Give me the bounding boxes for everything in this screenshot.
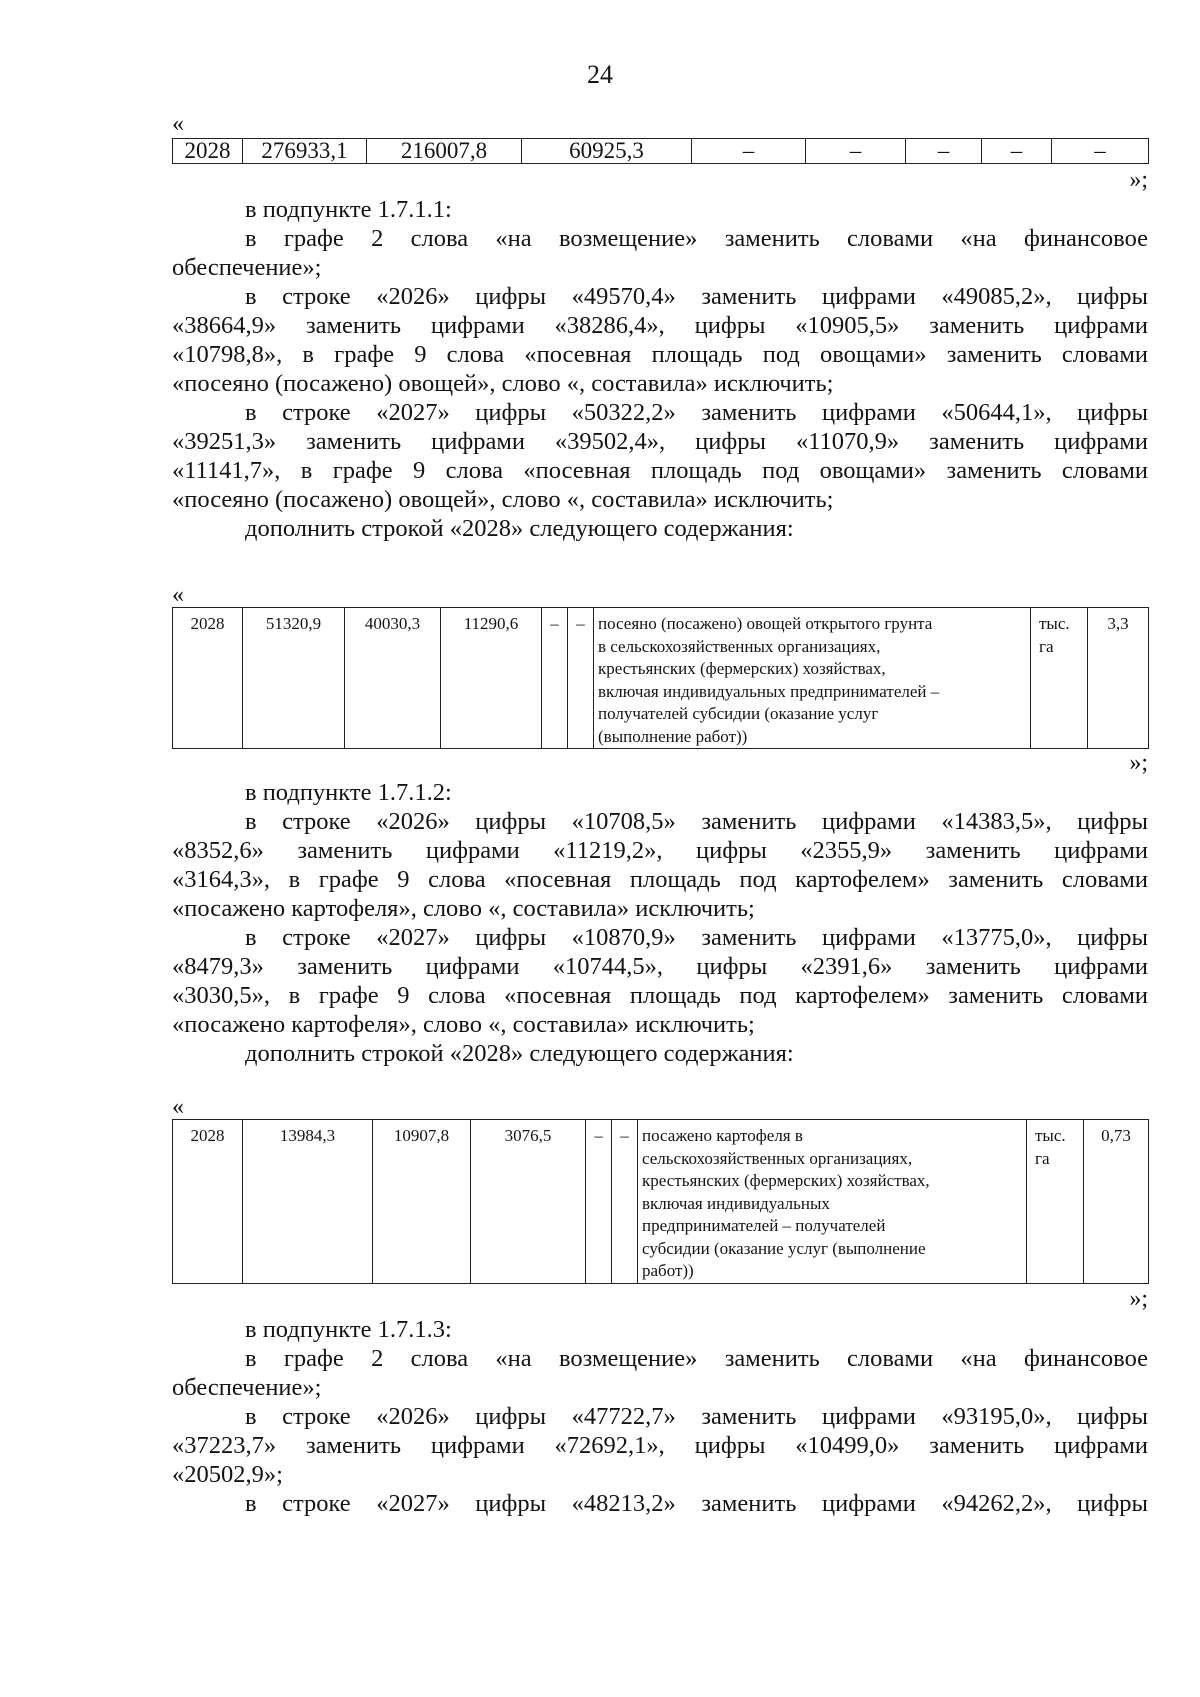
cell-unit: тыс. га <box>1027 1120 1084 1284</box>
cell-unit: тыс. га <box>1031 608 1088 749</box>
paragraph-line: обеспечение»; <box>172 1374 322 1401</box>
paragraph-line: «37223,7» заменить цифрами «72692,1», цифры «10499,0» заменить цифрами <box>172 1432 1148 1459</box>
paragraph-line: «посажено картофеля», слово «, составила» исключить; <box>172 1011 755 1038</box>
cell-total: 13984,3 <box>243 1120 373 1284</box>
paragraph-line: «39251,3» заменить цифрами «39502,4», цифры «11070,9» заменить цифрами <box>172 428 1148 455</box>
cell-value: 3,3 <box>1088 608 1149 749</box>
paragraph-line: в строке «2027» цифры «10870,9» заменить цифрами «13775,0», цифры <box>245 924 1148 951</box>
paragraph-line: «20502,9»; <box>172 1461 283 1488</box>
paragraph-line: в строке «2026» цифры «47722,7» заменить цифрами «93195,0», цифры <box>245 1403 1148 1430</box>
cell-col6: – <box>568 608 594 749</box>
subsection-heading: в подпункте 1.7.1.2: <box>245 779 452 806</box>
paragraph-line: в строке «2026» цифры «49570,4» заменить цифрами «49085,2», цифры <box>245 283 1148 310</box>
paragraph-line: «8352,6» заменить цифрами «11219,2», цифры «2355,9» заменить цифрами <box>172 837 1148 864</box>
cell-col7: – <box>906 139 982 164</box>
cell-year: 2028 <box>173 139 243 164</box>
cell-col4: 60925,3 <box>522 139 692 164</box>
cell-col9: – <box>1052 139 1149 164</box>
table-row-2028-vegetables <box>172 607 1149 749</box>
paragraph-line: в строке «2027» цифры «48213,2» заменить цифрами «94262,2», цифры <box>245 1490 1148 1517</box>
closing-quote: »; <box>1129 167 1148 193</box>
paragraph-line: «38664,9» заменить цифрами «38286,4», цифры «10905,5» заменить цифрами <box>172 312 1148 339</box>
subsection-1-7-1-1 <box>172 195 1148 543</box>
paragraph-line: в строке «2027» цифры «50322,2» заменить цифрами «50644,1», цифры <box>245 399 1148 426</box>
subsection-heading: в подпункте 1.7.1.1: <box>245 196 452 223</box>
paragraph-line: дополнить строкой «2028» следующего содержания: <box>245 515 794 542</box>
paragraph-line: «посажено картофеля», слово «, составила» исключить; <box>172 895 755 922</box>
paragraph-line: «посеяно (посажено) овощей», слово «, составила» исключить; <box>172 486 834 513</box>
paragraph-line: в строке «2026» цифры «10708,5» заменить цифрами «14383,5», цифры <box>245 808 1148 835</box>
cell-col3: 216007,8 <box>367 139 522 164</box>
closing-quote: »; <box>1129 1286 1148 1312</box>
table-row-2028-potatoes <box>172 1119 1149 1284</box>
cell-col5: – <box>586 1120 612 1284</box>
cell-col6: – <box>806 139 906 164</box>
cell-indicator-description: посеяно (посажено) овощей открытого грунта в сельскохозяйственных организациях, крестьянских (фермерских) хозяйствах, включая индивидуальных предпринимателей – получателей субсидии (оказание услуг (выполнение работ)) <box>594 608 1031 749</box>
cell-col5: – <box>692 139 806 164</box>
subsection-1-7-1-2 <box>172 778 1148 1068</box>
closing-quote: »; <box>1129 750 1148 776</box>
paragraph-line: «8479,3» заменить цифрами «10744,5», цифры «2391,6» заменить цифрами <box>172 953 1148 980</box>
cell-total: 51320,9 <box>243 608 345 749</box>
paragraph-line: «11141,7», в графе 9 слова «посевная площадь под овощами» заменить словами <box>172 457 1148 484</box>
cell-value: 0,73 <box>1084 1120 1149 1284</box>
paragraph-line: «посеяно (посажено) овощей», слово «, составила» исключить; <box>172 370 834 397</box>
paragraph-line: в графе 2 слова «на возмещение» заменить словами «на финансовое <box>245 1345 1148 1372</box>
subsection-1-7-1-3 <box>172 1315 1148 1518</box>
cell-year: 2028 <box>173 608 243 749</box>
paragraph-line: обеспечение»; <box>172 254 322 281</box>
subsection-heading: в подпункте 1.7.1.3: <box>245 1316 452 1343</box>
cell-col5: – <box>542 608 568 749</box>
cell-col3: 10907,8 <box>373 1120 471 1284</box>
paragraph-line: в графе 2 слова «на возмещение» заменить словами «на финансовое <box>245 225 1148 252</box>
paragraph-line: «3164,3», в графе 9 слова «посевная площадь под картофелем» заменить словами <box>172 866 1148 893</box>
paragraph-line: «10798,8», в графе 9 слова «посевная площадь под овощами» заменить словами <box>172 341 1148 368</box>
cell-col8: – <box>982 139 1052 164</box>
opening-quote: « <box>172 111 184 137</box>
cell-col6: – <box>612 1120 638 1284</box>
cell-total: 276933,1 <box>243 139 367 164</box>
cell-indicator-description: посажено картофеля в сельскохозяйственных организациях, крестьянских (фермерских) хозяйствах, включая индивидуальных предпринимателей – получателей субсидии (оказание услуг (выполнение работ)) <box>638 1120 1027 1284</box>
cell-year: 2028 <box>173 1120 243 1284</box>
cell-col4: 11290,6 <box>441 608 542 749</box>
cell-col3: 40030,3 <box>345 608 441 749</box>
paragraph-line: «3030,5», в графе 9 слова «посевная площадь под картофелем» заменить словами <box>172 982 1148 1009</box>
opening-quote: « <box>172 582 184 608</box>
table-row-2028-summary <box>172 138 1149 164</box>
opening-quote: « <box>172 1094 184 1120</box>
page-number: 24 <box>587 60 613 89</box>
cell-col4: 3076,5 <box>471 1120 586 1284</box>
paragraph-line: дополнить строкой «2028» следующего содержания: <box>245 1040 794 1067</box>
